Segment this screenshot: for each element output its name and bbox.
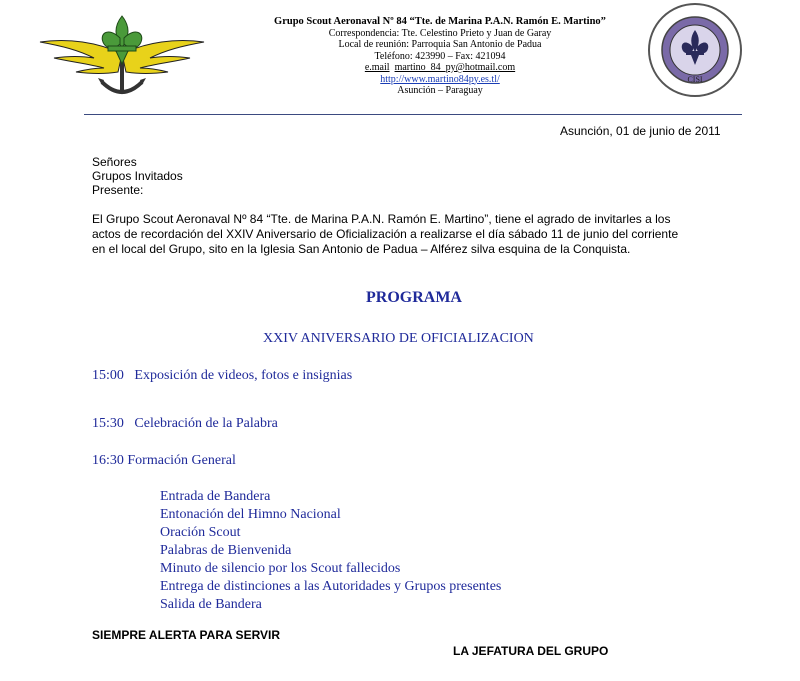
motto: SIEMPRE ALERTA PARA SERVIR — [92, 628, 281, 642]
list-item: Entrega de distinciones a las Autoridades y Grupos presentes — [160, 579, 502, 594]
schedule-event: Exposición de videos, fotos e insignias — [134, 368, 353, 383]
body-line: en el local del Grupo, sito en la Iglesia San Antonio de Padua – Alférez silva esquina de la Conquista. — [92, 242, 631, 256]
city: Asunción – Paraguay — [397, 85, 483, 96]
schedule-time: 15:00 — [92, 368, 124, 383]
email-address[interactable]: martino_84_py@hotmail.com — [394, 62, 516, 73]
list-item: Oración Scout — [160, 525, 241, 540]
email-label: e.mail — [364, 62, 390, 73]
email-line — [255, 62, 625, 74]
header-divider — [84, 114, 742, 115]
salutation — [92, 155, 183, 197]
body-line: actos de recordación del XXIV Aniversario de Oficialización a realizarse el día sábado 11 de junio del corriente — [92, 227, 679, 241]
list-item: Salida de Bandera — [160, 597, 262, 612]
body-line: El Grupo Scout Aeronaval Nº 84 “Tte. de Marina P.A.N. Ramón E. Martino”, tiene el agrado de invitarles a los — [92, 212, 671, 226]
program-title: PROGRAMA — [366, 289, 462, 306]
schedule-item — [92, 415, 278, 433]
list-item: Entonación del Himno Nacional — [160, 507, 341, 522]
schedule-item — [92, 367, 352, 385]
website-link[interactable]: http://www.martino84py.es.tl/ — [380, 73, 500, 85]
group-name: Grupo Scout Aeronaval Nº 84 “Tte. de Marina P.A.N. Ramón E. Martino” — [274, 16, 606, 27]
salutation-line: Presente: — [92, 183, 144, 197]
schedule-event: Celebración de la Palabra — [134, 416, 278, 431]
phone-fax: Teléfono: 423990 – Fax: 421094 — [374, 50, 506, 62]
letter-body — [92, 212, 752, 257]
list-item: Palabras de Bienvenida — [160, 543, 292, 558]
correspondence-address: Correspondencia: Tte. Celestino Prieto y Juan de Garay — [328, 27, 552, 39]
salutation-line: Señores — [92, 155, 137, 169]
seal-initials: CISI — [687, 75, 703, 84]
list-item: Entrada de Bandera — [160, 489, 271, 504]
letter-date: Asunción, 01 de junio de 2011 — [560, 124, 721, 138]
schedule-item — [92, 452, 236, 470]
list-item: Minuto de silencio por los Scout fallecidos — [160, 561, 401, 576]
schedule-time: 15:30 — [92, 416, 124, 431]
salutation-line: Grupos Invitados — [92, 169, 183, 183]
program-subtitle: XXIV ANIVERSARIO DE OFICIALIZACION — [263, 331, 534, 346]
group-emblem-icon — [38, 12, 206, 100]
signature: LA JEFATURA DEL GRUPO — [453, 644, 609, 658]
formation-list — [160, 488, 501, 614]
cisi-seal-icon — [647, 2, 743, 98]
schedule-event: Formación General — [127, 453, 236, 468]
letterhead — [255, 16, 625, 97]
meeting-place: Local de reunión: Parroquia San Antonio de Padua — [338, 39, 542, 50]
schedule-time: 16:30 — [92, 453, 124, 468]
